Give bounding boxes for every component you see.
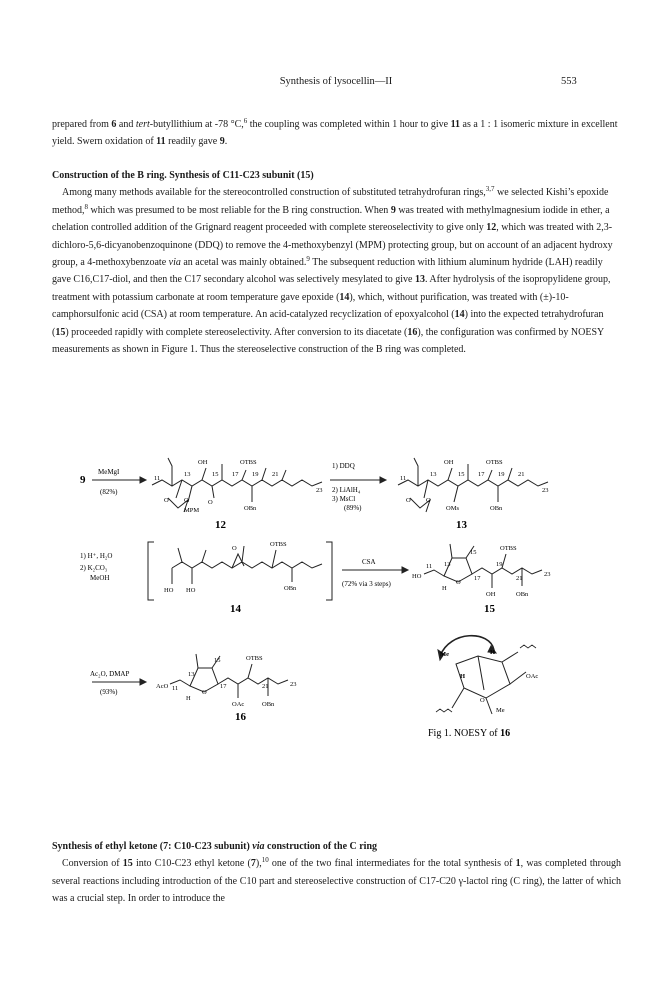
c12-num-23: 23 [316,487,323,494]
compound-16-label: 16 [235,711,246,723]
c12-otbs: OTBS [240,459,257,466]
c12-num-19: 19 [252,471,259,478]
c13-num-15: 15 [458,471,465,478]
c15-oh: OH [486,591,496,598]
compound-14-label: 14 [230,603,241,615]
c13-num-19: 19 [498,471,505,478]
c15-num-13: 13 [444,561,451,568]
yield-step2: (89%) [344,504,362,512]
c16-num-15: 15 [214,657,221,664]
c15-obn: OBn [516,591,529,598]
reagent-ddq: 1) DDQ [332,462,355,470]
compound-13-label: 13 [456,519,467,531]
noesy-me1: Me [440,651,450,658]
c14-ho1: HO [164,587,174,594]
c16-num-17: 17 [220,683,227,690]
c13-o1: O [406,497,411,504]
yield-step5: (93%) [100,688,118,696]
c14-obn: OBn [284,585,297,592]
c13-oh: OH [444,459,454,466]
c15-num-23: 23 [544,571,551,578]
figure-caption: Fig 1. NOESY of 16 [428,728,511,739]
reaction-scheme [80,450,600,810]
reagent-mscl: 3) MsCl [332,495,356,503]
c16-num-23: 23 [290,681,297,688]
c15-num-17: 17 [474,575,481,582]
c15-otbs: OTBS [500,545,517,552]
page-number: 553 [561,76,577,87]
c13-num-17: 17 [478,471,485,478]
noesy-h2: H [490,649,496,656]
compound-15-label: 15 [484,603,495,615]
c16-num-11: 11 [172,685,179,692]
c12-o3: O [208,499,213,506]
c14-ho2: HO [186,587,196,594]
c12-num-17: 17 [232,471,239,478]
c16-ring-o: O [202,689,207,696]
yield-step4: (72% via 3 steps) [342,580,391,588]
c14-otbs: OTBS [270,541,287,548]
c13-num-21: 21 [518,471,525,478]
reagent-meoh: MeOH [90,574,110,582]
noesy-o: O [480,697,485,704]
compound-12-label: 12 [215,519,226,531]
section-c-ring [52,838,621,908]
c15-h: H [442,585,447,592]
reagent-h-h2o: 1) H⁺, H₂O [80,552,113,560]
c13-o2: O [426,497,431,504]
yield-step1: (82%) [100,488,118,496]
paragraph-intro: prepared from 6 and tert-butyllithium at -78 °C,$^6$ the coupling was completed within 1 hour to give 11 as a 1 : 1 isomeric mixture in excellent yield. Swern oxidation of 11 readily gave 9. [52,117,618,148]
c13-num-11: 11 [400,475,407,482]
c13-oms: OMs [446,505,460,512]
paragraph-c-ring: Conversion of 15 into C10-C23 ethyl ketone (7),$^{10}$ one of the two final intermediates for the total synthesis of 1, was completed through several reactions including introduction of the C10 part and stereoselective construction of C17-C20 γ-lactol ring (C ring), the latter of which was a crucial step. In order to introduce the [52,856,622,905]
c12-num-11: 11 [154,475,161,482]
c12-obn: OBn [244,505,257,512]
c12-num-13: 13 [184,471,191,478]
c13-num-23: 23 [542,487,549,494]
c13-num-13: 13 [430,471,437,478]
c12-num-15: 15 [212,471,219,478]
c12-num-21: 21 [272,471,279,478]
c12-oh: OH [198,459,208,466]
c16-aco: AcO [156,683,169,690]
c12-mpm: MPM [184,507,200,514]
c15-num-19: 19 [496,561,503,568]
section-b-ring [52,167,621,358]
c15-num-21: 21 [516,575,523,582]
c16-num-21: 21 [262,683,269,690]
c12-o2: O [184,497,189,504]
c13-obn: OBn [490,505,503,512]
running-title: Synthesis of lysocellin—II [279,76,393,87]
noesy-me2: Me [496,707,505,714]
c16-h: H [186,695,191,702]
running-header [0,76,672,90]
paragraph-b-ring: Among many methods available for the stereocontrolled construction of substituted tetrahydrofuran rings,$^{3,7}$ we selected Kishi’s epoxide method,$^8$ which was presumed to be most reliable for the B ring construction. When 9 was treated with methylmagnesium iodide in ether, a chelation controlled addition of the Grignard reagent proceeded with complete stereoselectivity to give only 12, which was treated with 2,3-dichloro-5,6-dicyanobenzoquinone (DDQ) to remove the 4-methoxybenzyl (MPM) protecting group, but on account of an adjacent hydroxy group, a 4-methoxybenzoate via an acetal was mainly obtained.$^9$ The subsequent reduction with lithium aluminum hydride (LAH) readily gave C16,C17-diol, and then the C17 secondary alcohol was selectively mesylated to give 13. After hydrolysis of the isopropylidene group, treatment with potassium carbonate at room temperature gave epoxide (14), which, without purification, was treated with (±)-10-camphorsulfonic acid (CSA) at room temperature. An acid-catalyzed recyclization of epoxyalcohol (14) into the expected tetrahydrofuran (15) proceeded rapidly with complete stereoselectivity. After conversion to its diacetate (16), the configuration was confirmed by NOESY measurements as shown in Figure 1. Thus the stereoselective construction of the B ring was completed. [52,185,613,356]
c16-num-13: 13 [188,671,195,678]
reagent-csa: CSA [362,558,376,566]
c12-o1: O [164,497,169,504]
reagent-ac2o-dmap: Ac₂O, DMAP [90,670,130,678]
c16-otbs: OTBS [246,655,263,662]
c13-otbs: OTBS [486,459,503,466]
noesy-oac: OAc [526,673,539,680]
noesy-h1: H [460,673,466,680]
c15-num-15: 15 [470,549,477,556]
c15-ring-o: O [456,579,461,586]
c16-obn: OBn [262,701,275,708]
c15-ho: HO [412,573,422,580]
c14-epoxide-o: O [232,545,237,552]
reagent-k2co3: 2) K₂CO₃ [80,564,108,572]
c15-num-11: 11 [426,563,433,570]
section-heading-b-ring: Construction of the B ring. Synthesis of C11-C23 subunit (15) [52,170,314,181]
compound-9-label: 9 [80,474,86,486]
reagent-memgi: MeMgI [98,468,120,476]
section-heading-c-ring: Synthesis of ethyl ketone (7: C10-C23 subunit) via construction of the C ring [52,841,378,852]
c16-oac: OAc [232,701,245,708]
reagent-lialh4: 2) LiAlH₄ [332,486,361,494]
